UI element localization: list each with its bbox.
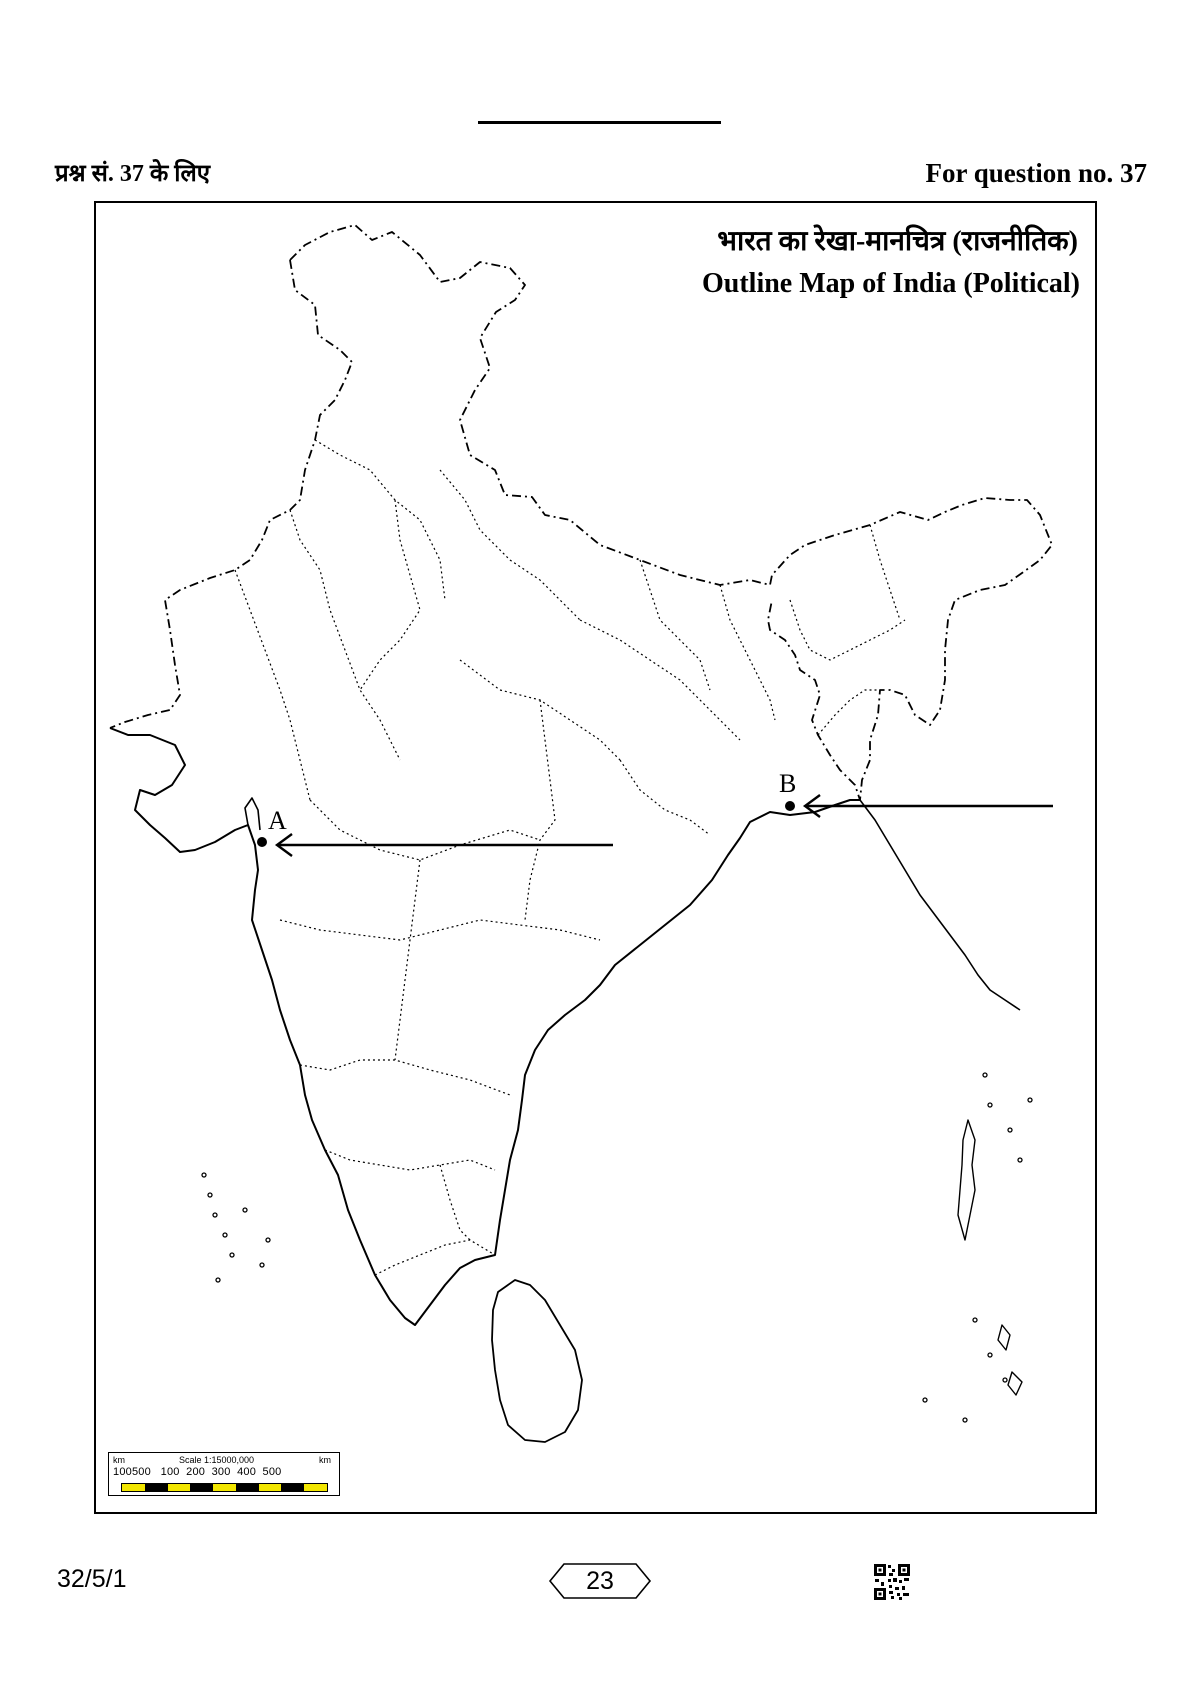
- western-boundary: [110, 260, 352, 728]
- marker-A-dot: [257, 837, 267, 847]
- qr-code-icon: [873, 1563, 911, 1601]
- page-number-badge: [548, 1562, 652, 1600]
- scale-text: Scale 1:15000,000: [179, 1455, 255, 1465]
- scale-segment: [168, 1484, 191, 1491]
- sri-lanka: [492, 1280, 582, 1442]
- scale-bar: [108, 1452, 340, 1496]
- scale-unit-left: km: [113, 1455, 125, 1465]
- nicobar-islands: [998, 1325, 1022, 1395]
- scale-segment: [259, 1484, 282, 1491]
- scale-segment: [236, 1484, 259, 1491]
- scale-segment: [145, 1484, 168, 1491]
- scale-segment: [281, 1484, 304, 1491]
- question-label-english: For question no. 37: [925, 158, 1147, 188]
- scale-segment: [190, 1484, 213, 1491]
- bangladesh-coast: [860, 800, 1020, 1010]
- marker-label-A: A: [268, 806, 287, 835]
- marker-label-B: B: [779, 769, 797, 798]
- question-label-hindi: प्रश्न सं. 37 के लिए: [55, 161, 211, 187]
- scale-ticks: 100500 100 200 300 400 500: [113, 1466, 282, 1478]
- page-number: 23: [586, 1567, 614, 1595]
- marker-B-dot: [785, 801, 795, 811]
- scale-segment: [304, 1484, 327, 1491]
- map-title-hindi: भारत का रेखा-मानचित्र (राजनीतिक): [717, 226, 1078, 257]
- scale-segment: [122, 1484, 145, 1491]
- paper-code: 32/5/1: [57, 1565, 127, 1593]
- scale-segment: [213, 1484, 236, 1491]
- map-title-english: Outline Map of India (Political): [702, 268, 1080, 299]
- scale-bar-segments: [121, 1483, 328, 1492]
- scale-unit-right: km: [319, 1455, 331, 1465]
- international-boundary: [290, 225, 1052, 800]
- andaman-islands: [958, 1120, 975, 1240]
